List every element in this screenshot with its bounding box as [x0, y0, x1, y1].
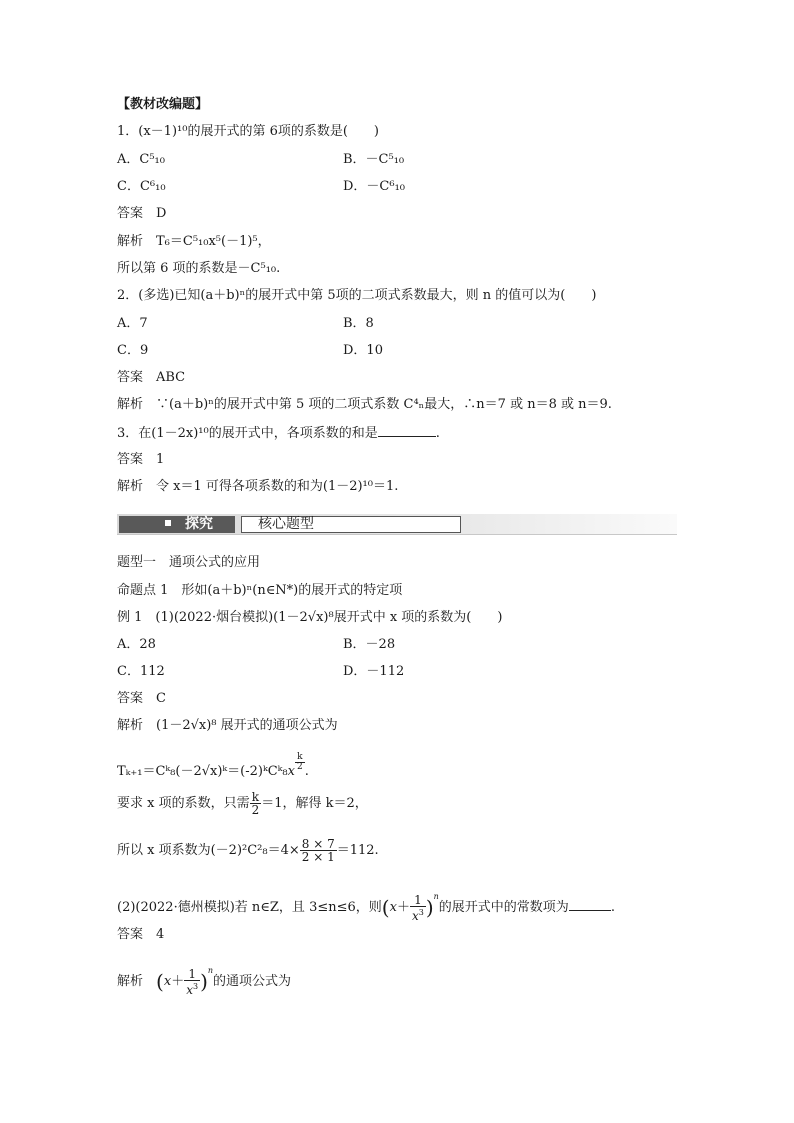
- general-term-formula: Tₖ₊₁＝Cᵏ₈(－2√x)ᵏ＝(-2)ᵏCᵏ₈x $^{\frac{k}{2}}$ .: [117, 752, 309, 779]
- question-2: 2．(多选)已知(a＋b)ⁿ的展开式中第 5项的二项式系数最大，则 n 的值可以为( ): [117, 288, 597, 303]
- q1-option-b: B．－C⁵₁₀: [343, 152, 405, 167]
- banner-explore-label: [119, 516, 235, 533]
- coefficient-denominator: 2 × 1: [301, 850, 335, 864]
- ex2-solution: 解析 (x＋ $\frac{1}{x^3}$ )$^n$的通项公式为: [117, 966, 292, 997]
- one-over-x-cubed: $\frac{1}{x^3}$: [411, 892, 424, 923]
- ex1-option-c: C．112: [117, 664, 165, 679]
- section-tag: 【教材改编题】: [117, 97, 209, 112]
- ex2-pre: (2)(2022·德州模拟)若 n∈Z，且 3≤n≤6，则: [117, 900, 382, 915]
- ex2-solution-label: 解析: [117, 974, 144, 989]
- section-banner: [117, 514, 677, 536]
- q1-option-c: C．C⁶₁₀: [117, 179, 166, 194]
- one-over-x-cubed-2: $\frac{1}{x^3}$: [186, 966, 199, 997]
- q2-option-d: D．10: [343, 343, 383, 358]
- q2-answer: 答案 ABC: [117, 370, 186, 385]
- coefficient-pre: 所以 x 项系数为(－2)²C²₈＝4×: [117, 843, 300, 858]
- q2-option-b: B．8: [343, 316, 374, 331]
- exponent-k-over-2: k 2: [296, 752, 303, 772]
- banner-left-text: 探究: [185, 516, 213, 532]
- q1-option-d: D．－C⁶₁₀: [343, 179, 406, 194]
- coefficient-fraction: [300, 838, 337, 863]
- coefficient-numerator: 8 × 7: [301, 837, 335, 851]
- square-bullet-icon: [165, 520, 171, 526]
- example-1-part-2: (2)(2022·德州模拟)若 n∈Z，且 3≤n≤6，则(x＋ $\frac{1}{x^3}$ )$^n$的展开式中的常数项为 .: [117, 892, 615, 923]
- q2-option-c: C．9: [117, 343, 149, 358]
- ex2-solution-text: 的通项公式为: [213, 974, 292, 989]
- ex2-answer: 答案 4: [117, 927, 165, 942]
- q3-solution: 解析 令 x＝1 可得各项系数的和为(1－2)¹⁰＝1.: [117, 479, 399, 494]
- ex2-post: 的展开式中的常数项为: [438, 900, 569, 915]
- ex1-solution-intro: 解析 (1－2√x)⁸ 展开式的通项公式为: [117, 718, 338, 733]
- proposition-point: 命题点 1 形如(a＋b)ⁿ(n∈N*)的展开式的特定项: [117, 583, 403, 598]
- q3-answer: 答案 1: [117, 452, 165, 467]
- q3-blank: [378, 424, 436, 437]
- question-1: 1．(x－1)¹⁰的展开式的第 6项的系数是( ): [117, 124, 379, 139]
- coefficient-line: [117, 836, 379, 866]
- general-term-text: Tₖ₊₁＝Cᵏ₈(－2√x)ᵏ＝(-2)ᵏCᵏ₈: [117, 764, 288, 779]
- example-1: 例 1 (1)(2022·烟台模拟)(1－2√x)⁸展开式中 x 项的系数为( ): [117, 610, 503, 625]
- requirement-pre: 要求 x 项的系数，只需: [117, 796, 250, 811]
- question-3-text: 3．在(1－2x)¹⁰的展开式中，各项系数的和是: [117, 426, 378, 441]
- k-over-2-fraction: $\frac{k}{2}$: [251, 790, 260, 817]
- q1-option-a: A．C⁵₁₀: [117, 152, 165, 167]
- q1-solution-line-1: 解析 T₆＝C⁵₁₀x⁵(－1)⁵，: [117, 234, 271, 249]
- ex2-blank: [569, 898, 611, 911]
- banner-rule: [117, 534, 677, 535]
- ex1-answer: 答案 C: [117, 691, 166, 706]
- q2-solution: 解析 ∵(a＋b)ⁿ的展开式中第 5 项的二项式系数 C⁴ₙ最大，∴n＝7 或 n＝8 或 n＝9.: [117, 397, 612, 412]
- banner-right-text: 核心题型: [258, 516, 314, 532]
- q2-option-a: A．7: [117, 316, 148, 331]
- coefficient-post: ＝112.: [336, 843, 379, 858]
- requirement-line: [117, 790, 368, 818]
- type-title: 题型一 通项公式的应用: [117, 555, 261, 570]
- ex1-option-d: D．－112: [343, 664, 405, 679]
- question-3: 3．在(1－2x)¹⁰的展开式中，各项系数的和是 .: [117, 426, 440, 441]
- q1-solution-line-2: 所以第 6 项的系数是－C⁵₁₀.: [117, 261, 281, 276]
- ex1-option-a: A．28: [117, 637, 156, 652]
- q1-answer: 答案 D: [117, 206, 167, 221]
- ex1-option-b: B．－28: [343, 637, 396, 652]
- requirement-post: ＝1，解得 k＝2，: [261, 796, 368, 811]
- banner-core-label: [241, 516, 461, 533]
